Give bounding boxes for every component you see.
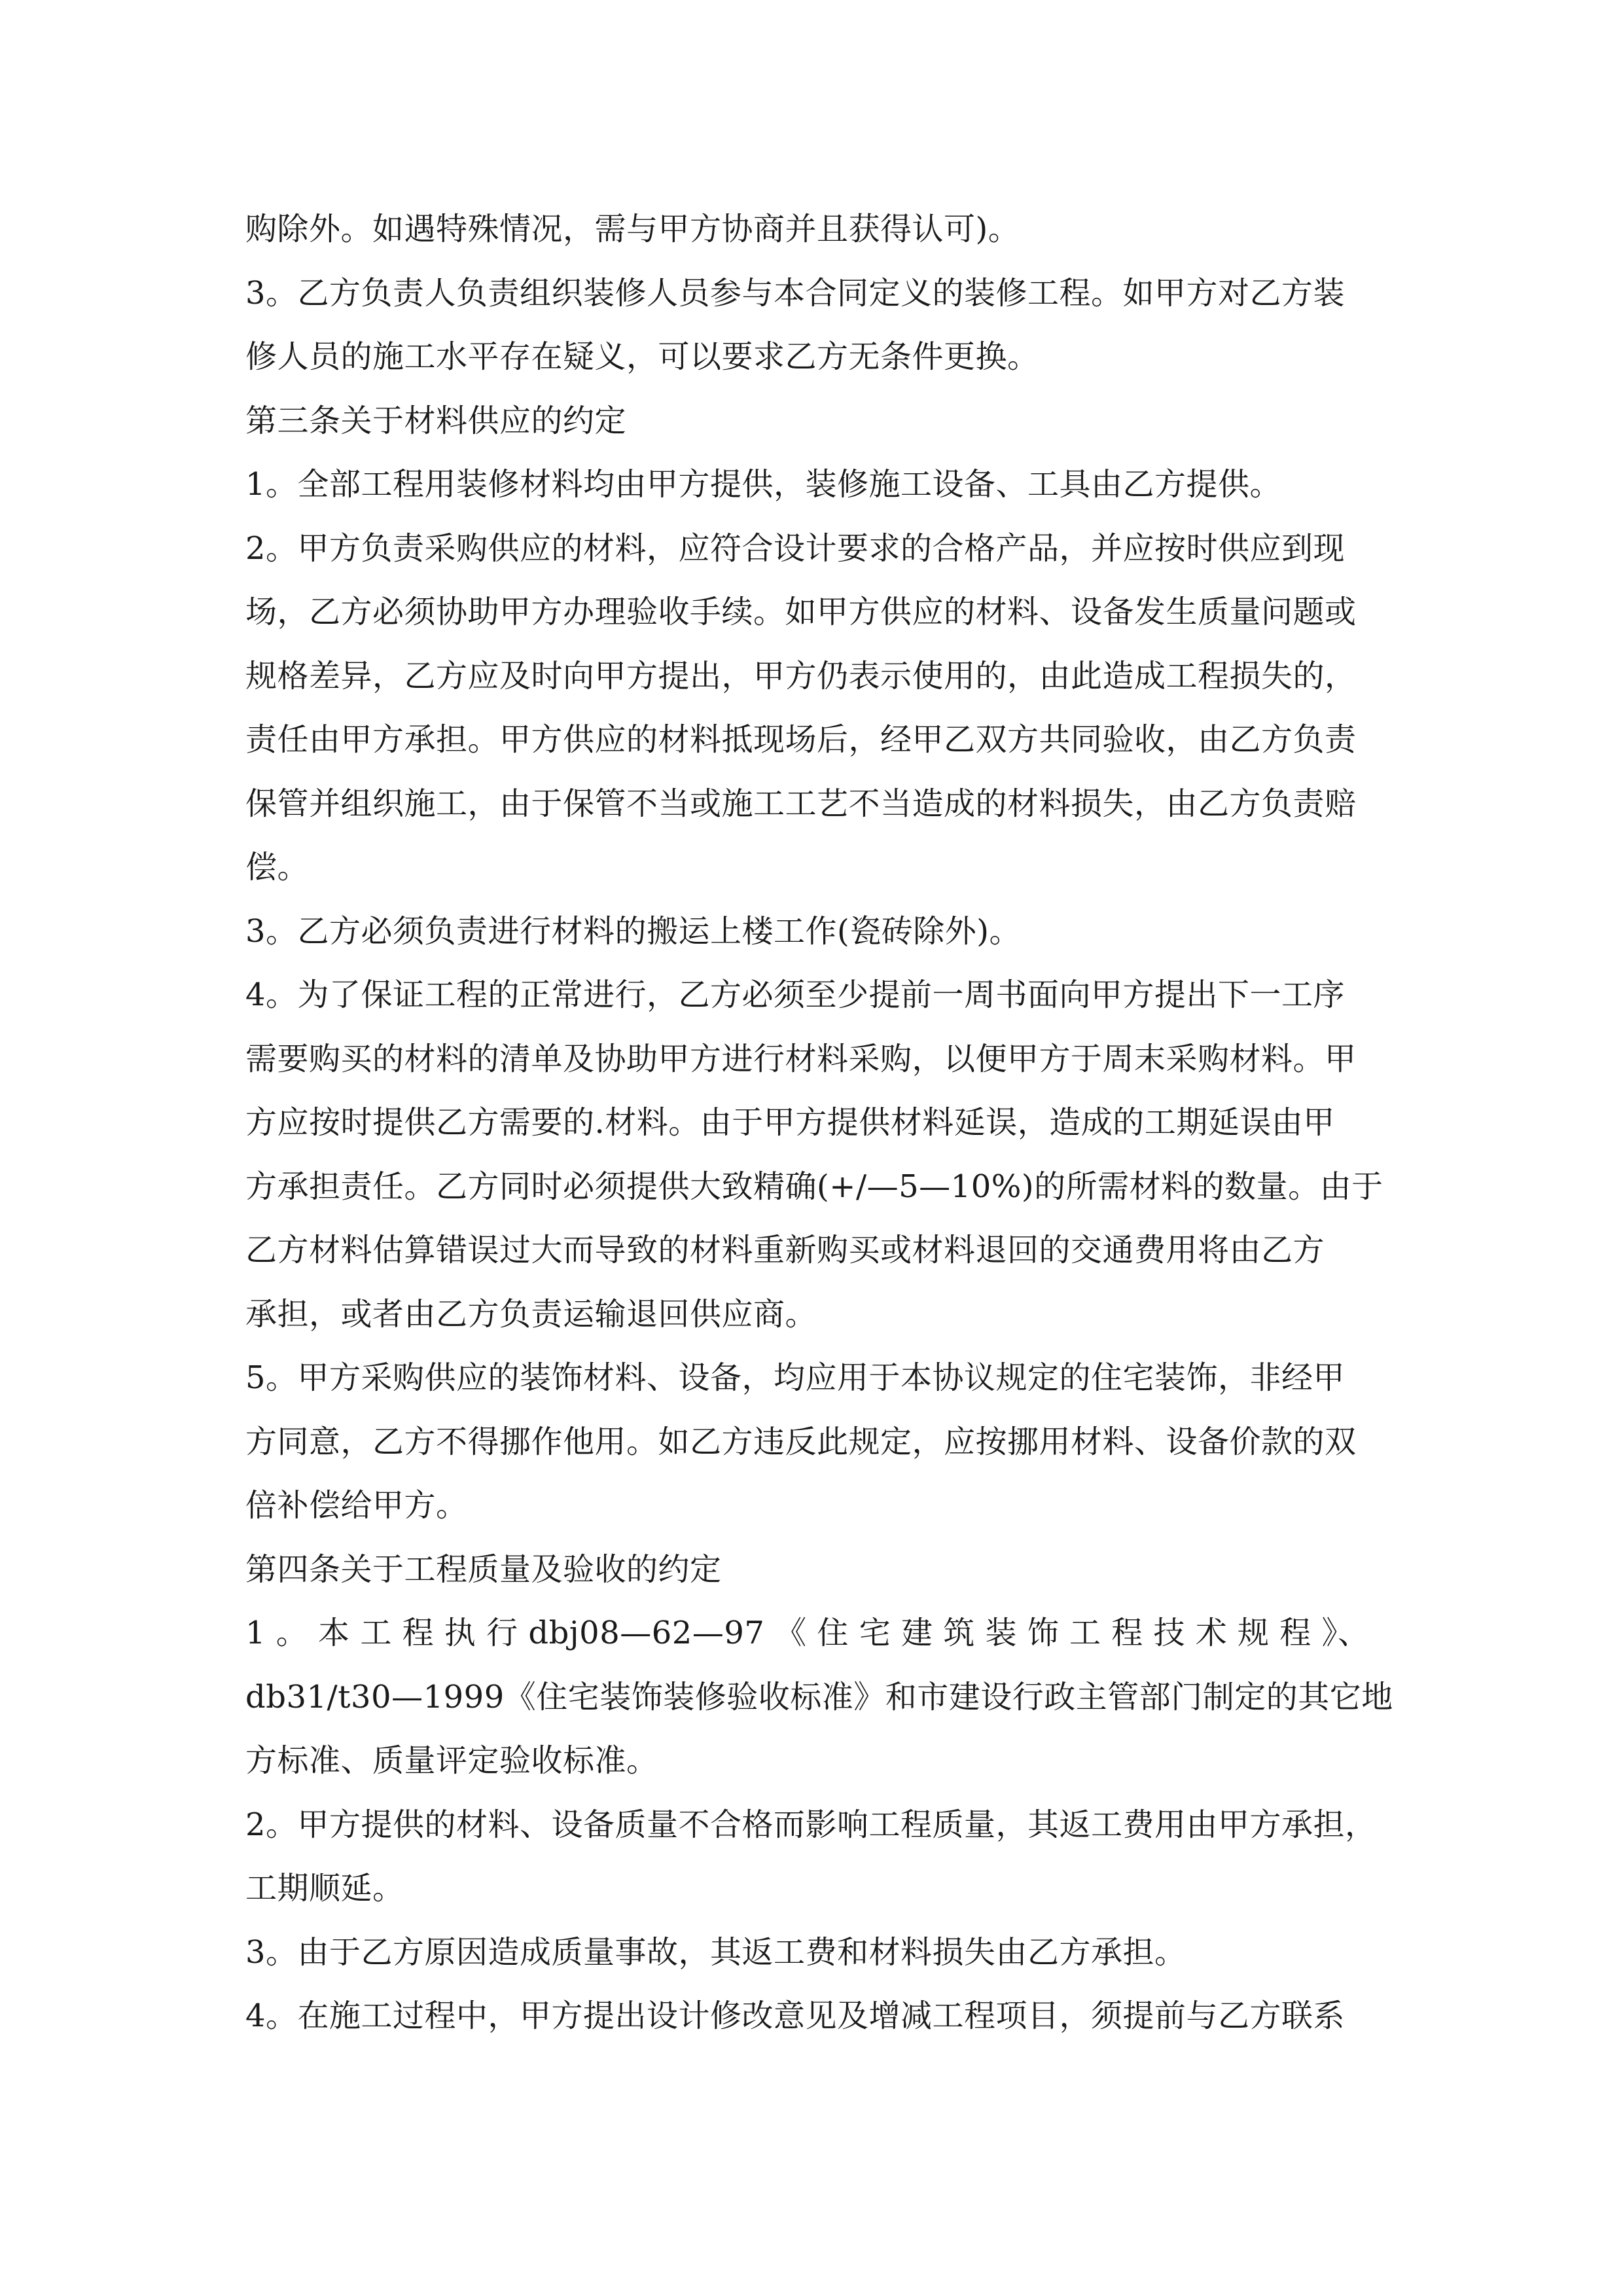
text-line: 3。乙方负责人负责组织装修人员参与本合同定义的装修工程。如甲方对乙方装 — [245, 274, 1346, 312]
text-line: 方标准、质量评定验收标准。 — [245, 1742, 658, 1779]
text-line: 3。乙方必须负责进行材料的搬运上楼工作(瓷砖除外)。 — [245, 912, 1021, 950]
section-heading: 第四条关于工程质量及验收的约定 — [245, 1551, 722, 1588]
text-line: 需要购买的材料的清单及协助甲方进行材料采购，以便甲方于周末采购材料。甲 — [245, 1040, 1357, 1077]
text-line: 工期顺延。 — [245, 1870, 404, 1907]
text-line: 1 。 本 工 程 执 行 dbj08—62—97 《 住 宅 建 筑 装 饰 工 程 技 术 规 程 》、 — [245, 1615, 1370, 1651]
text-line: db31/t30—1999《住宅装饰装修验收标准》和市建设行政主管部门制定的其它地 — [245, 1678, 1393, 1715]
text-line: 偿。 — [245, 849, 310, 886]
text-line: 保管并组织施工，由于保管不当或施工工艺不当造成的材料损失，由乙方负责赔 — [245, 785, 1357, 822]
text-line: 规格差异，乙方应及时向甲方提出，甲方仍表示使用的，由此造成工程损失的， — [245, 657, 1357, 694]
text-line: 倍补偿给甲方。 — [245, 1487, 468, 1524]
text-line: 责任由甲方承担。甲方供应的材料抵现场后，经甲乙双方共同验收，由乙方负责 — [245, 721, 1357, 758]
text-line: 场，乙方必须协助甲方办理验收手续。如甲方供应的材料、设备发生质量问题或 — [245, 594, 1357, 630]
text-line: 购除外。如遇特殊情况，需与甲方协商并且获得认可)。 — [245, 211, 1020, 247]
text-line: 2。甲方负责采购供应的材料，应符合设计要求的合格产品，并应按时供应到现 — [245, 529, 1346, 567]
text-line: 方应按时提供乙方需要的.材料。由于甲方提供材料延误，造成的工期延误由甲 — [245, 1104, 1335, 1141]
text-line: 乙方材料估算错误过大而导致的材料重新购买或材料退回的交通费用将由乙方 — [245, 1232, 1325, 1268]
text-line: 4。为了保证工程的正常进行，乙方必须至少提前一周书面向甲方提出下一工序 — [245, 977, 1346, 1013]
text-line: 3。由于乙方原因造成质量事故，其返工费和材料损失由乙方承担。 — [245, 1933, 1186, 1971]
section-heading: 第三条关于材料供应的约定 — [245, 402, 627, 439]
text-line: 修人员的施工水平存在疑义，可以要求乙方无条件更换。 — [245, 338, 1039, 375]
text-line: 方承担责任。乙方同时必须提供大致精确(+/—5—10%)的所需材料的数量。由于 — [245, 1168, 1383, 1205]
text-line: 5。甲方采购供应的装饰材料、设备，均应用于本协议规定的住宅装饰，非经甲 — [245, 1359, 1346, 1396]
text-line: 承担，或者由乙方负责运输退回供应商。 — [245, 1295, 817, 1333]
text-line: 1。全部工程用装修材料均由甲方提供，装修施工设备、工具由乙方提供。 — [245, 466, 1282, 503]
text-line: 方同意，乙方不得挪作他用。如乙方违反此规定，应按挪用材料、设备价款的双 — [245, 1423, 1357, 1460]
text-line: 4。在施工过程中，甲方提出设计修改意见及增减工程项目，须提前与乙方联系 — [245, 1998, 1346, 2034]
text-line: 2。甲方提供的材料、设备质量不合格而影响工程质量，其返工费用由甲方承担， — [245, 1806, 1377, 1843]
document-body — [245, 198, 1393, 2049]
